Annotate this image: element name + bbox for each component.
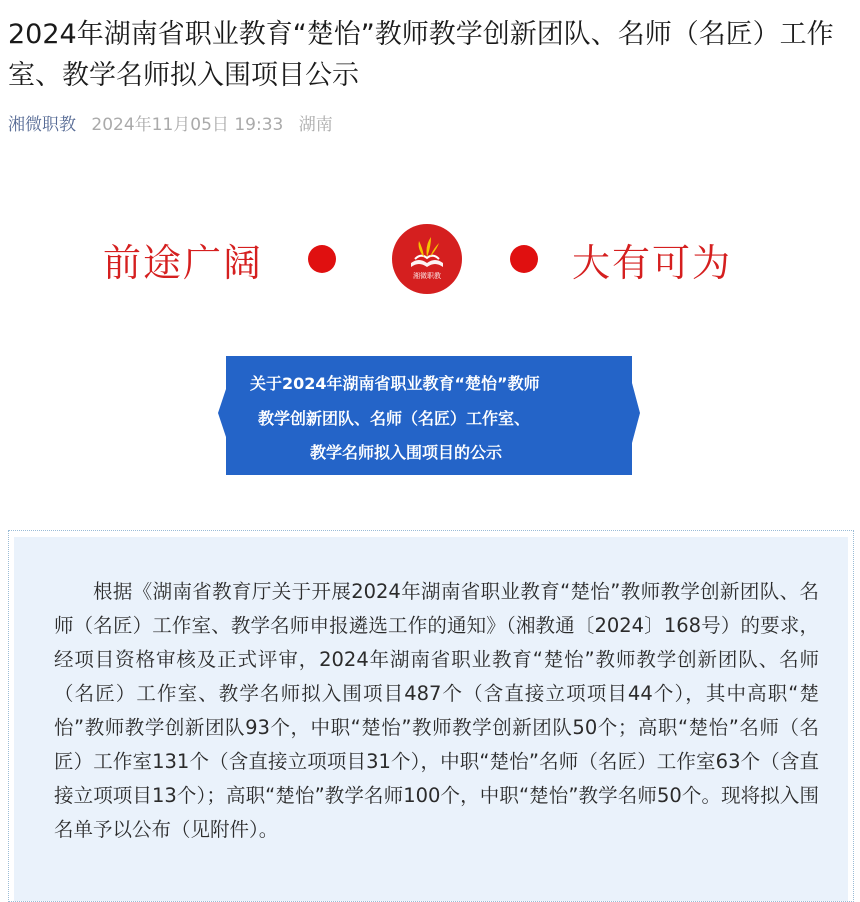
decorative-dot-right (510, 245, 538, 273)
notice-body-text: 根据《湖南省教育厅关于开展2024年湖南省职业教育“楚怡”教师教学创新团队、名师（名匠）工作室、教学名师申报遴选工作的通知》（湘教通〔2024〕168号）的要求，经项目资格审核及正式评审，2024年湖南省职业教育“楚怡”教师教学创新团队、名师（名匠）工作室、教学名师拟入围项目487个（含直接立项项目44个），其中高职“楚怡”教师教学创新团队93个，中职“楚怡”教师教学创新团队50个；高职“楚怡”名师（名匠）工作室131个（含直接立项项目31个），中职“楚怡”名师（名匠）工作室63个（含直接立项项目13个）；高职“楚怡”教学名师100个，中职“楚怡”教学名师50个。现将拟入围名单予以公布（见附件）。 (54, 580, 819, 841)
article-meta (8, 110, 333, 135)
publish-location: 湖南 (298, 115, 333, 135)
notice-title-banner (226, 356, 632, 475)
logo-text: 湘微职教 (413, 272, 441, 280)
notice-box-background (14, 537, 848, 901)
banner-line-1: 关于2024年湖南省职业教育“楚怡”教师 (250, 374, 540, 393)
account-name-link[interactable]: 湘微职教 (8, 115, 76, 135)
banner-arrow-right (632, 383, 640, 443)
xiangwei-logo-icon (391, 223, 463, 295)
publish-time: 2024年11月05日 19:33 (91, 115, 284, 135)
banner-line-2: 教学创新团队、名师（名匠）工作室、 (258, 409, 531, 428)
decorative-dot-left (308, 245, 336, 273)
banner-line-3: 教学名师拟入围项目的公示 (310, 443, 503, 462)
article-title: 2024年湖南省职业教育“楚怡”教师教学创新团队、名师（名匠）工作室、教学名师拟入围项目公示 (8, 19, 834, 91)
slogan-left: 前途广阔 (103, 241, 264, 285)
notice-box (8, 530, 854, 902)
slogan-right: 大有可为 (572, 241, 733, 285)
